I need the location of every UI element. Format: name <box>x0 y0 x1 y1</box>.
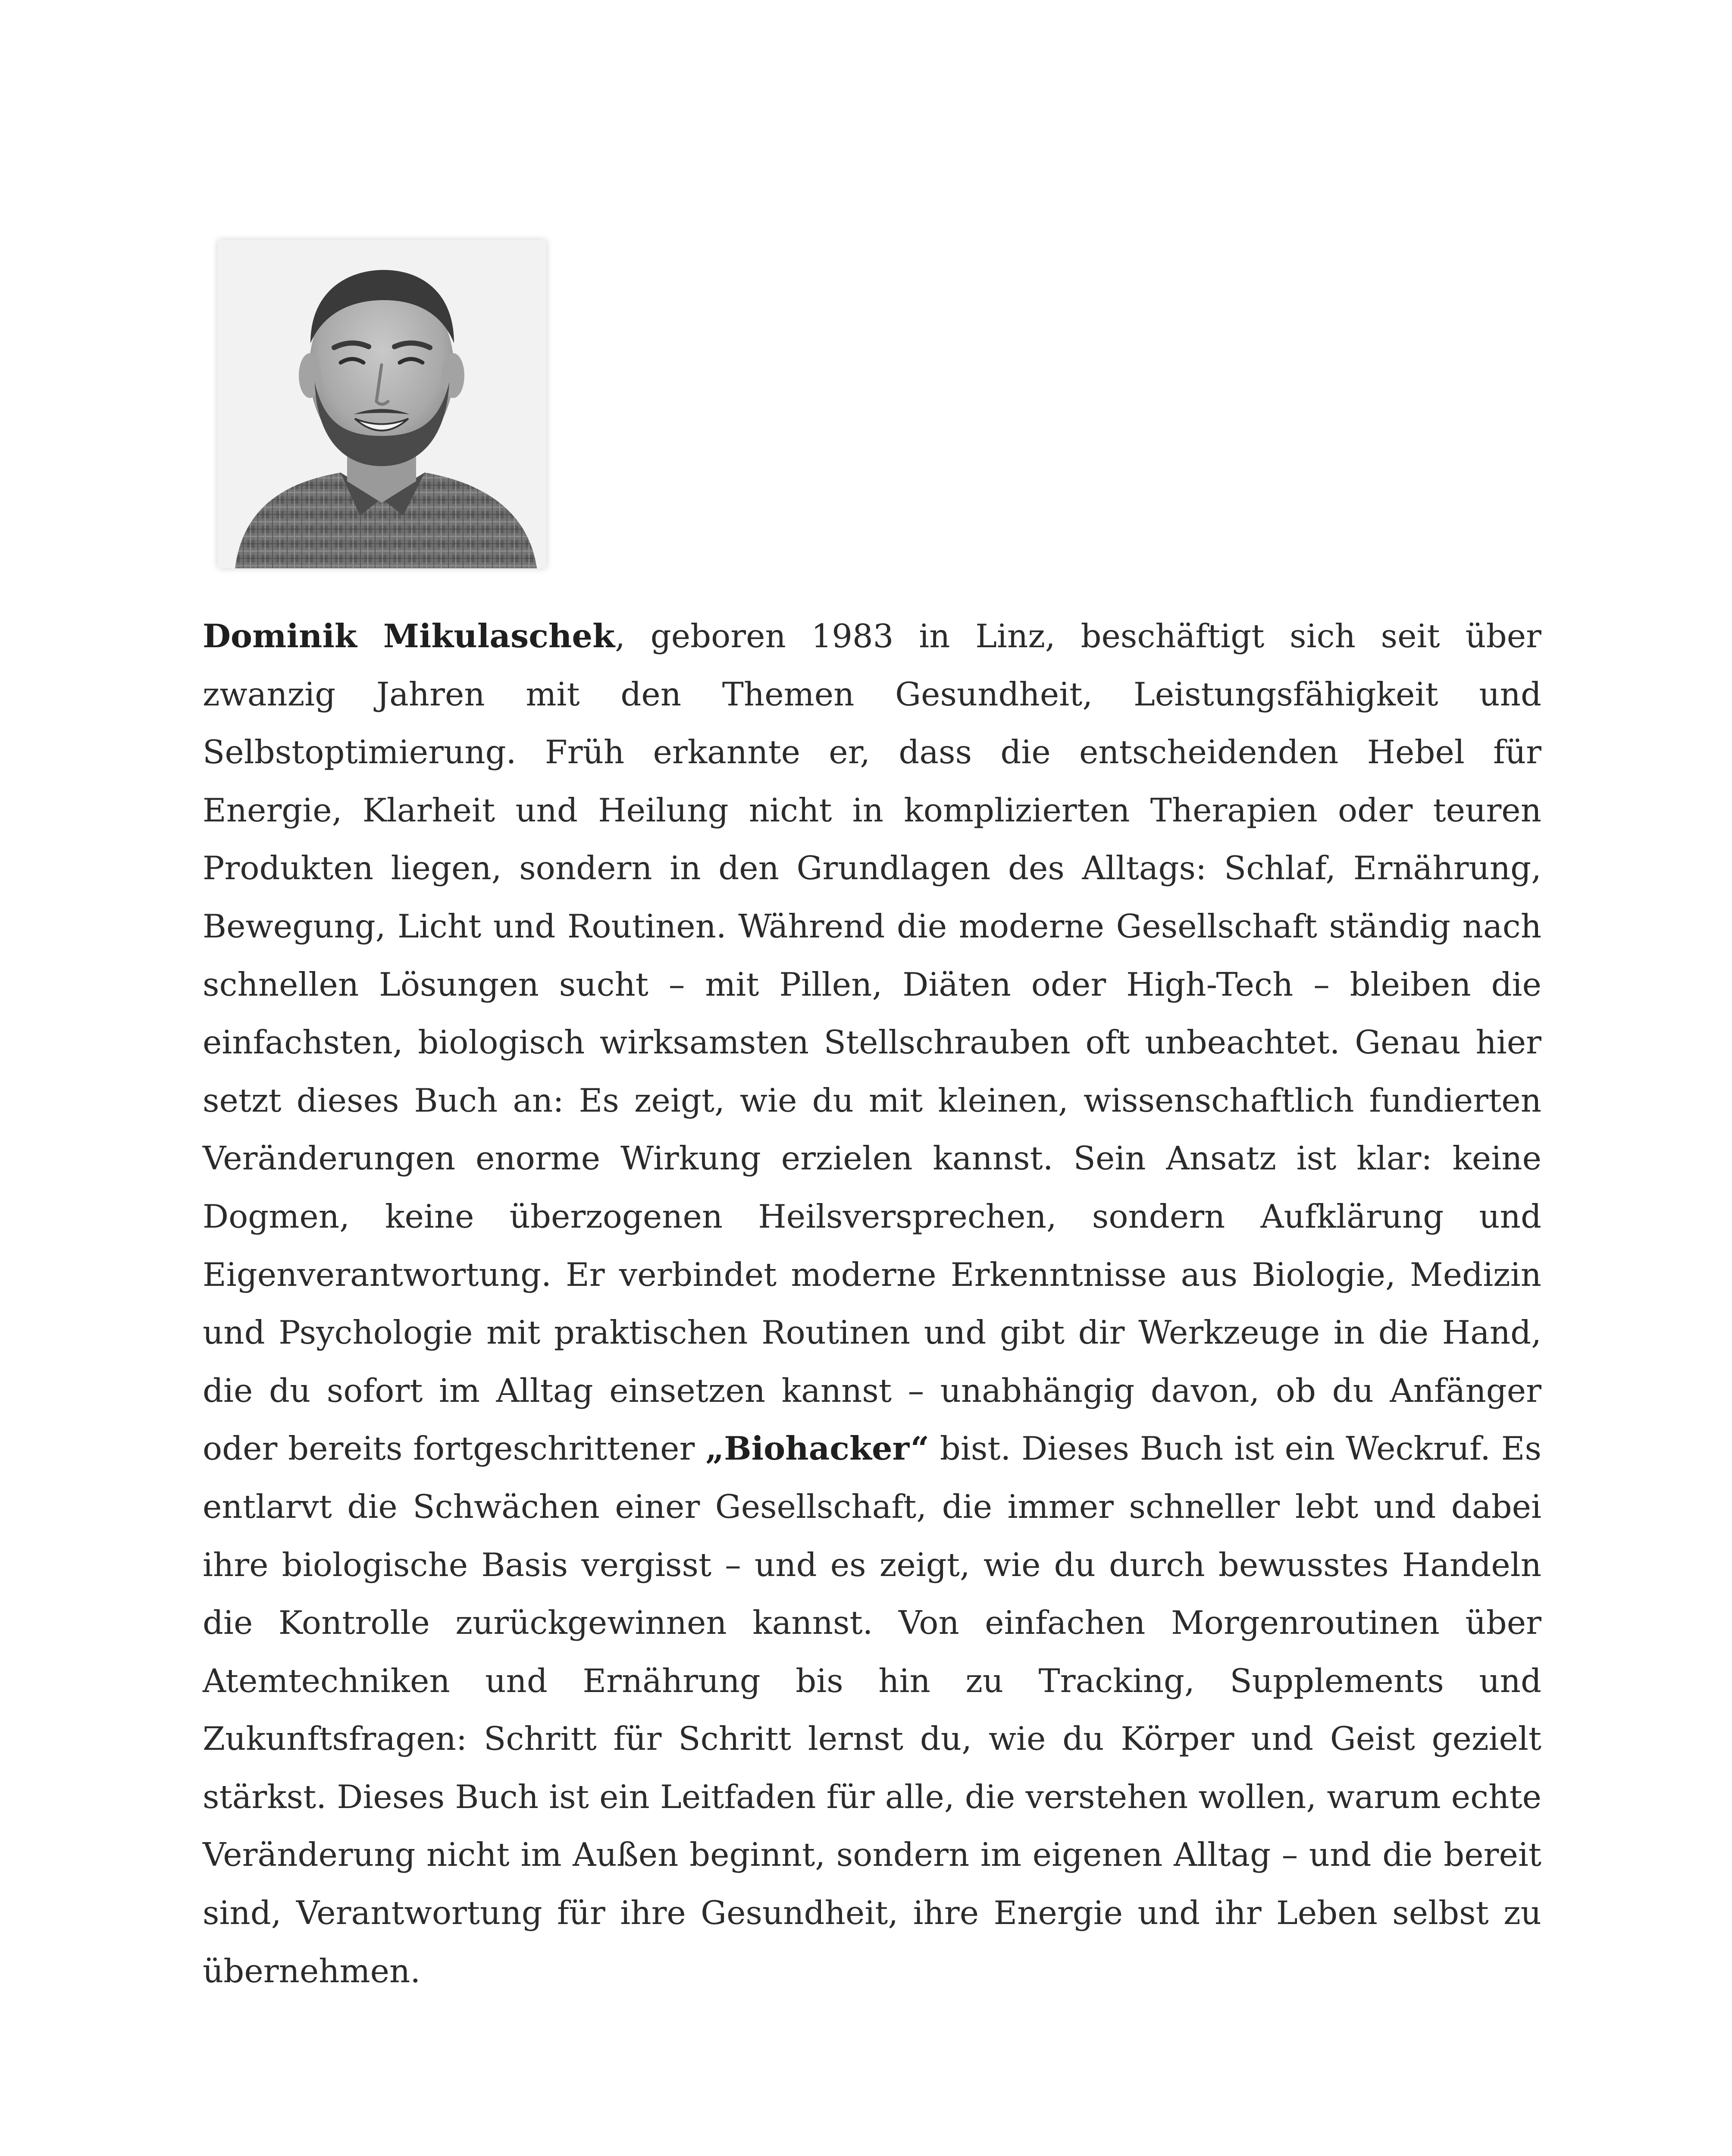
author-portrait <box>218 240 546 568</box>
bio-highlight-term: „Biohacker“ <box>705 1429 930 1468</box>
bio-outro-text: bist. Dieses Buch ist ein Weckruf. Es entlarvt die Schwächen einer Gesellschaft, die immer schneller lebt und dabei ihre biologische Basis vergisst – und es zeigt, wie du durch bewusstes Handeln die Kontrolle zurückgewinnen kannst. Von einfachen Morgenroutinen über Atemtechniken und Ernährung bis hin zu Tracking, Supplements und Zukunftsfragen: Schritt für Schritt lernst du, wie du Körper und Geist gezielt stärkst. Dieses Buch ist ein Leitfaden für alle, die verstehen wollen, warum echte Veränderung nicht im Außen beginnt, sondern im eigenen Alltag – und die bereit sind, Verantwortung für ihre Gesundheit, ihre Energie und ihr Leben selbst zu übernehmen. <box>203 1429 1542 1990</box>
author-name: Dominik Mikulaschek <box>203 617 615 655</box>
bio-intro-text: , geboren 1983 in Linz, beschäftigt sich seit über zwanzig Jahren mit den Themen Gesundheit, Leistungsfähigkeit und Selbstoptimierung. Früh erkannte er, dass die entscheidenden Hebel für Energie, Klarheit und Heilung nicht in komplizierten Therapien oder teuren Produkten liegen, sondern in den Grundlagen des Alltags: Schlaf, Ernährung, Bewegung, Licht und Routinen. Während die moderne Gesellschaft ständig nach schnellen Lösungen sucht – mit Pillen, Diäten oder High-Tech – bleiben die einfachsten, biologisch wirksamsten Stellschrauben oft unbeachtet. Genau hier setzt dieses Buch an: Es zeigt, wie du mit kleinen, wissenschaftlich fundierten Veränderungen enorme Wirkung erzielen kannst. Sein Ansatz ist klar: keine Dogmen, keine überzogenen Heilsversprechen, sondern Aufklärung und Eigenverantwortung. Er verbindet moderne Erkenntnisse aus Biologie, Medizin und Psychologie mit praktischen Routinen und gibt dir Werkzeuge in die Hand, die du sofort im Alltag einsetzen kannst – unabhängig davon, ob du Anfänger oder bereits fortgeschrittener <box>203 617 1541 1468</box>
author-biography <box>203 607 1541 2000</box>
author-portrait-photo <box>218 240 546 568</box>
